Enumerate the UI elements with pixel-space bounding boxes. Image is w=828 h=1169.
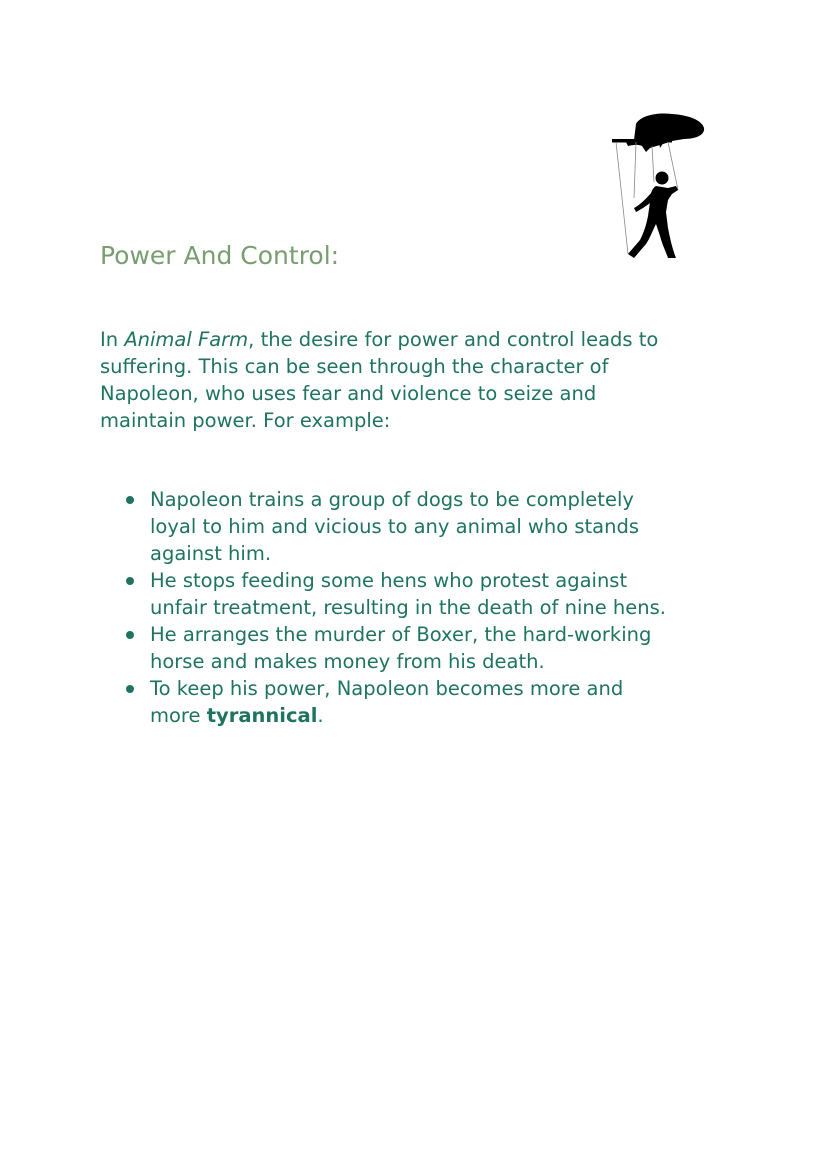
intro-line-1: In Animal Farm, the desire for power and control leads to (100, 328, 659, 351)
book-title: Animal Farm (124, 328, 249, 351)
list-item: Napoleon trains a group of dogs to be completely loyal to him and vicious to any animal who stands against him. (124, 486, 764, 567)
bullet-dot-icon (126, 496, 134, 504)
emphasized-word: tyrannical (206, 704, 318, 727)
intro-line-4: maintain power. For example: (100, 409, 391, 432)
intro-line-2: suffering. This can be seen through the character of (100, 355, 609, 378)
list-item: He arranges the murder of Boxer, the hard-working horse and makes money from his death. (124, 621, 764, 675)
intro-paragraph (100, 326, 740, 434)
puppet-hand-marionette-icon (606, 108, 710, 268)
bullet-dot-icon (126, 685, 134, 693)
list-item: To keep his power, Napoleon becomes more and more tyrannical. (124, 675, 764, 729)
examples-list (124, 486, 764, 729)
bullet-dot-icon (126, 631, 134, 639)
page-title: Power And Control: (100, 241, 340, 270)
list-item: He stops feeding some hens who protest against unfair treatment, resulting in the death of nine hens. (124, 567, 764, 621)
intro-line-3: Napoleon, who uses fear and violence to seize and (100, 382, 597, 405)
bullet-dot-icon (126, 577, 134, 585)
